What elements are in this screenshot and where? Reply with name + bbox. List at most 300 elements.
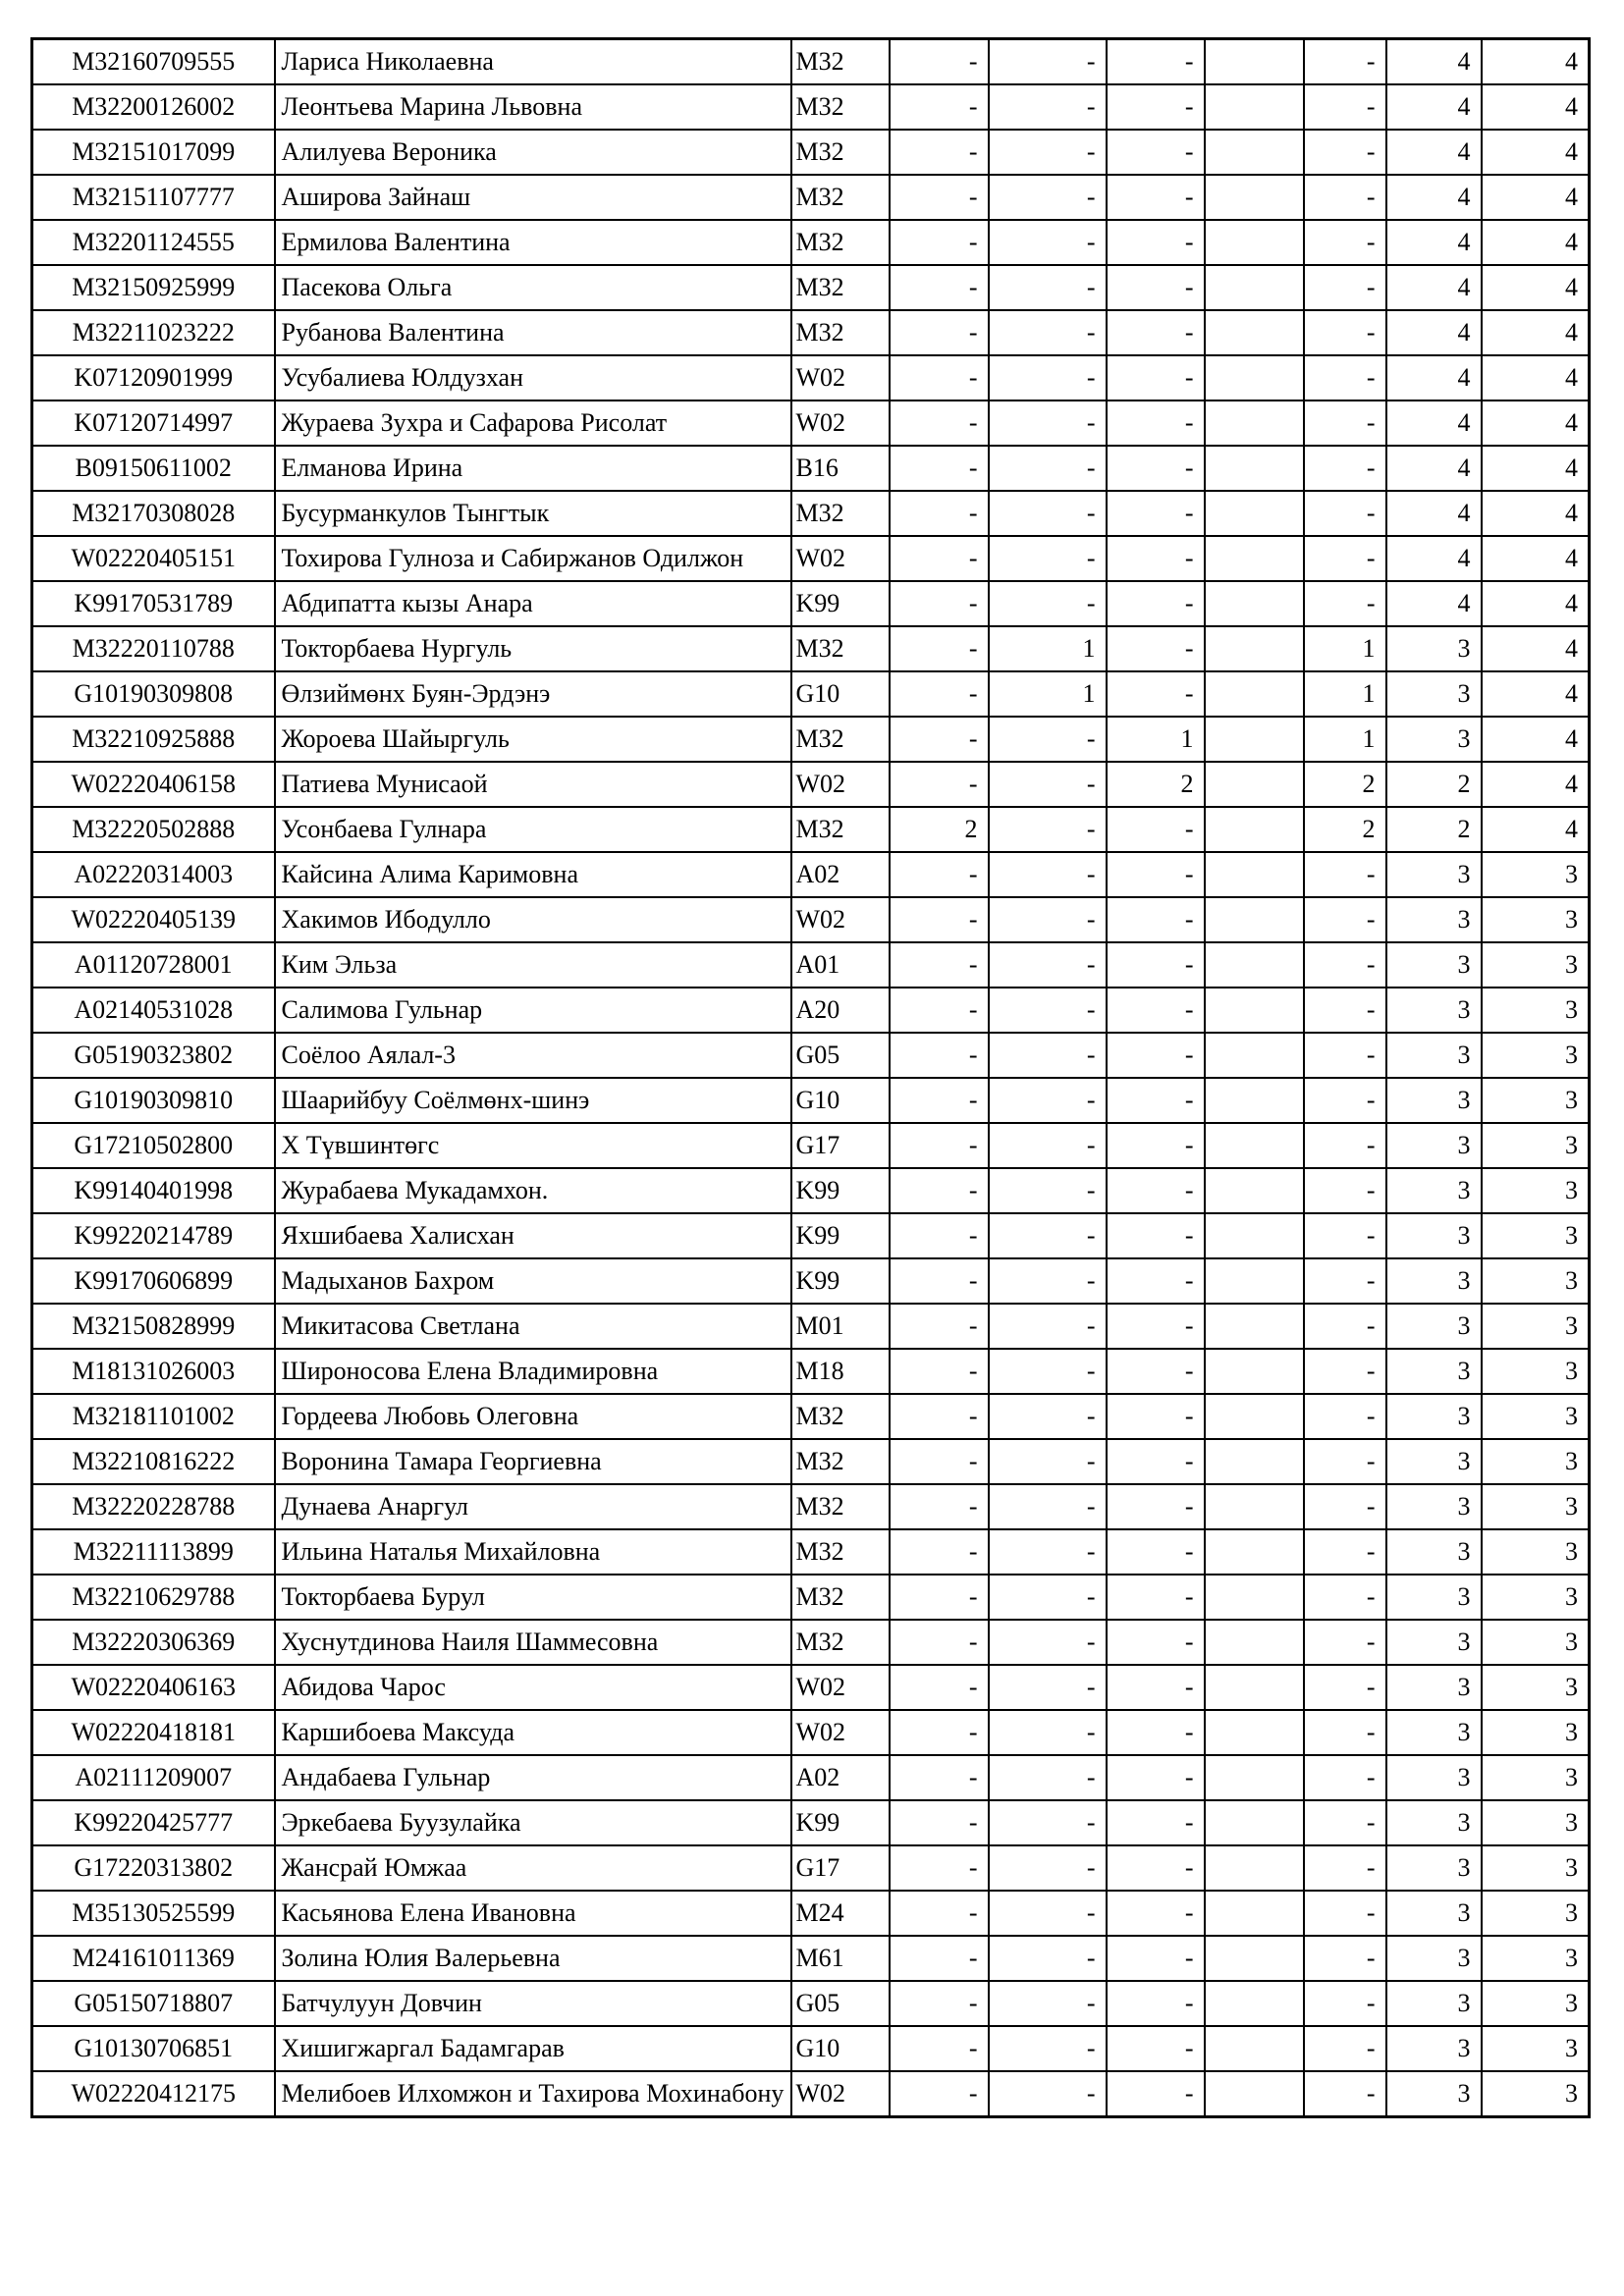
value-cell-1: - (890, 1981, 989, 2026)
value-cell-6: 3 (1386, 897, 1482, 942)
table-row (32, 1258, 1590, 1304)
value-cell-2: - (989, 1529, 1107, 1575)
value-cell-6: 3 (1386, 1123, 1482, 1168)
group-code-cell: K99 (791, 1800, 890, 1845)
value-cell-3: - (1107, 1484, 1205, 1529)
participant-name-cell: Батчулуун Довчин (275, 1981, 791, 2026)
value-cell-4 (1205, 626, 1304, 671)
value-cell-2: - (989, 39, 1107, 85)
record-id-cell: A02111209007 (32, 1755, 275, 1800)
value-cell-1: - (890, 671, 989, 717)
table-row (32, 1484, 1590, 1529)
value-cell-6: 3 (1386, 1349, 1482, 1394)
table-row (32, 671, 1590, 717)
value-cell-4 (1205, 1891, 1304, 1936)
value-cell-1: - (890, 1394, 989, 1439)
value-cell-6: 3 (1386, 1213, 1482, 1258)
value-cell-4 (1205, 130, 1304, 175)
table-row (32, 536, 1590, 581)
participant-name-cell: Мелибоев Илхомжон и Тахирова Мохинабону (275, 2071, 791, 2117)
value-cell-7: 3 (1482, 1394, 1590, 1439)
value-cell-7: 4 (1482, 39, 1590, 85)
value-cell-6: 4 (1386, 39, 1482, 85)
value-cell-2: - (989, 446, 1107, 491)
participant-name-cell: Дунаева Анаргул (275, 1484, 791, 1529)
value-cell-1: - (890, 130, 989, 175)
participant-name-cell: Касьянова Елена Ивановна (275, 1891, 791, 1936)
record-id-cell: M32181101002 (32, 1394, 275, 1439)
value-cell-7: 3 (1482, 1168, 1590, 1213)
value-cell-6: 4 (1386, 175, 1482, 220)
value-cell-6: 3 (1386, 1304, 1482, 1349)
participant-name-cell: Елманова Ирина (275, 446, 791, 491)
value-cell-3: - (1107, 1529, 1205, 1575)
value-cell-3: - (1107, 84, 1205, 130)
value-cell-1: - (890, 1575, 989, 1620)
participant-name-cell: Жансрай Юмжаа (275, 1845, 791, 1891)
group-code-cell: M32 (791, 220, 890, 265)
value-cell-2: - (989, 2026, 1107, 2071)
value-cell-6: 3 (1386, 1033, 1482, 1078)
value-cell-2: - (989, 84, 1107, 130)
group-code-cell: K99 (791, 1213, 890, 1258)
group-code-cell: M32 (791, 39, 890, 85)
group-code-cell: W02 (791, 400, 890, 446)
value-cell-6: 3 (1386, 2026, 1482, 2071)
record-id-cell: K99220425777 (32, 1800, 275, 1845)
group-code-cell: M32 (791, 130, 890, 175)
table-row (32, 626, 1590, 671)
value-cell-1: - (890, 1439, 989, 1484)
value-cell-1: 2 (890, 807, 989, 852)
value-cell-2: - (989, 1213, 1107, 1258)
table-row (32, 265, 1590, 310)
value-cell-1: - (890, 1845, 989, 1891)
table-row (32, 1845, 1590, 1891)
table-row (32, 1529, 1590, 1575)
record-id-cell: M24161011369 (32, 1936, 275, 1981)
participant-name-cell: Жураева Зухра и Сафарова Рисолат (275, 400, 791, 446)
value-cell-4 (1205, 1213, 1304, 1258)
value-cell-6: 4 (1386, 220, 1482, 265)
record-id-cell: A01120728001 (32, 942, 275, 988)
value-cell-6: 3 (1386, 1845, 1482, 1891)
participant-name-cell: Широносова Елена Владимировна (275, 1349, 791, 1394)
record-id-cell: M32220306369 (32, 1620, 275, 1665)
table-row (32, 897, 1590, 942)
value-cell-7: 3 (1482, 1484, 1590, 1529)
table-row (32, 1981, 1590, 2026)
value-cell-5: - (1304, 1258, 1386, 1304)
value-cell-3: - (1107, 1168, 1205, 1213)
value-cell-5: - (1304, 1439, 1386, 1484)
record-id-cell: K99220214789 (32, 1213, 275, 1258)
participant-name-cell: Лариса Николаевна (275, 39, 791, 85)
value-cell-2: - (989, 355, 1107, 400)
group-code-cell: M24 (791, 1891, 890, 1936)
participant-name-cell: Бусурманкулов Тынгтык (275, 491, 791, 536)
record-id-cell: B09150611002 (32, 446, 275, 491)
value-cell-2: - (989, 1123, 1107, 1168)
value-cell-2: - (989, 130, 1107, 175)
value-cell-6: 3 (1386, 1800, 1482, 1845)
value-cell-3: - (1107, 355, 1205, 400)
value-cell-3: - (1107, 1936, 1205, 1981)
value-cell-1: - (890, 536, 989, 581)
value-cell-3: - (1107, 1304, 1205, 1349)
value-cell-7: 3 (1482, 1575, 1590, 1620)
table-row (32, 942, 1590, 988)
participant-name-cell: Аширова Зайнаш (275, 175, 791, 220)
value-cell-5: - (1304, 1078, 1386, 1123)
table-row (32, 1891, 1590, 1936)
value-cell-2: - (989, 1800, 1107, 1845)
value-cell-6: 4 (1386, 84, 1482, 130)
table-row (32, 1665, 1590, 1710)
value-cell-7: 3 (1482, 1304, 1590, 1349)
record-id-cell: K99140401998 (32, 1168, 275, 1213)
value-cell-4 (1205, 84, 1304, 130)
value-cell-5: - (1304, 1936, 1386, 1981)
value-cell-5: - (1304, 1529, 1386, 1575)
value-cell-5: - (1304, 2071, 1386, 2117)
value-cell-4 (1205, 671, 1304, 717)
value-cell-4 (1205, 1620, 1304, 1665)
table-row (32, 1168, 1590, 1213)
participant-name-cell: Шаарийбуу Соёлмөнх-шинэ (275, 1078, 791, 1123)
value-cell-1: - (890, 1936, 989, 1981)
group-code-cell: M32 (791, 1575, 890, 1620)
value-cell-3: - (1107, 1800, 1205, 1845)
record-id-cell: M32210629788 (32, 1575, 275, 1620)
value-cell-2: - (989, 265, 1107, 310)
table-row (32, 988, 1590, 1033)
value-cell-6: 3 (1386, 1575, 1482, 1620)
value-cell-4 (1205, 1710, 1304, 1755)
value-cell-1: - (890, 1620, 989, 1665)
value-cell-5: - (1304, 1710, 1386, 1755)
value-cell-5: - (1304, 1620, 1386, 1665)
value-cell-6: 3 (1386, 1755, 1482, 1800)
value-cell-1: - (890, 400, 989, 446)
value-cell-7: 4 (1482, 84, 1590, 130)
value-cell-7: 4 (1482, 491, 1590, 536)
table-row (32, 2071, 1590, 2117)
value-cell-5: - (1304, 1304, 1386, 1349)
value-cell-1: - (890, 1033, 989, 1078)
participant-name-cell: Өлзиймөнх Буян-Эрдэнэ (275, 671, 791, 717)
value-cell-1: - (890, 1123, 989, 1168)
record-id-cell: W02220418181 (32, 1710, 275, 1755)
value-cell-4 (1205, 897, 1304, 942)
record-id-cell: G10190309810 (32, 1078, 275, 1123)
value-cell-1: - (890, 491, 989, 536)
value-cell-6: 2 (1386, 762, 1482, 807)
record-id-cell: A02140531028 (32, 988, 275, 1033)
value-cell-4 (1205, 1755, 1304, 1800)
participant-name-cell: Яхшибаева Халисхан (275, 1213, 791, 1258)
value-cell-5: - (1304, 1213, 1386, 1258)
table-row (32, 84, 1590, 130)
value-cell-4 (1205, 1981, 1304, 2026)
value-cell-6: 4 (1386, 400, 1482, 446)
value-cell-2: - (989, 175, 1107, 220)
record-id-cell: K99170606899 (32, 1258, 275, 1304)
participant-name-cell: Хакимов Ибодулло (275, 897, 791, 942)
value-cell-3: - (1107, 1981, 1205, 2026)
value-cell-2: - (989, 942, 1107, 988)
value-cell-7: 4 (1482, 220, 1590, 265)
record-id-cell: W02220405151 (32, 536, 275, 581)
value-cell-6: 3 (1386, 626, 1482, 671)
value-cell-5: - (1304, 1123, 1386, 1168)
value-cell-4 (1205, 1800, 1304, 1845)
participant-name-cell: Рубанова Валентина (275, 310, 791, 355)
value-cell-6: 4 (1386, 536, 1482, 581)
value-cell-2: - (989, 1845, 1107, 1891)
table-row (32, 762, 1590, 807)
value-cell-7: 3 (1482, 1800, 1590, 1845)
value-cell-2: - (989, 2071, 1107, 2117)
record-id-cell: W02220406158 (32, 762, 275, 807)
value-cell-3: 2 (1107, 762, 1205, 807)
record-id-cell: G17210502800 (32, 1123, 275, 1168)
value-cell-5: - (1304, 1845, 1386, 1891)
value-cell-1: - (890, 762, 989, 807)
value-cell-7: 3 (1482, 2026, 1590, 2071)
value-cell-3: - (1107, 2026, 1205, 2071)
table-row (32, 1755, 1590, 1800)
value-cell-4 (1205, 1123, 1304, 1168)
value-cell-5: 1 (1304, 671, 1386, 717)
value-cell-6: 3 (1386, 1620, 1482, 1665)
participant-name-cell: Эркебаева Буузулайка (275, 1800, 791, 1845)
value-cell-5: - (1304, 852, 1386, 897)
value-cell-3: - (1107, 175, 1205, 220)
participant-name-cell: Пасекова Ольга (275, 265, 791, 310)
group-code-cell: A02 (791, 852, 890, 897)
value-cell-4 (1205, 1575, 1304, 1620)
value-cell-5: - (1304, 942, 1386, 988)
group-code-cell: K99 (791, 1258, 890, 1304)
value-cell-5: - (1304, 491, 1386, 536)
group-code-cell: M32 (791, 1484, 890, 1529)
table-row (32, 1394, 1590, 1439)
group-code-cell: B16 (791, 446, 890, 491)
record-id-cell: M32151107777 (32, 175, 275, 220)
value-cell-4 (1205, 446, 1304, 491)
value-cell-4 (1205, 310, 1304, 355)
participant-name-cell: Жороева Шайыргуль (275, 717, 791, 762)
value-cell-3: 1 (1107, 717, 1205, 762)
participant-name-cell: Токторбаева Бурул (275, 1575, 791, 1620)
value-cell-1: - (890, 175, 989, 220)
value-cell-5: - (1304, 1665, 1386, 1710)
value-cell-3: - (1107, 671, 1205, 717)
value-cell-6: 4 (1386, 491, 1482, 536)
group-code-cell: M32 (791, 84, 890, 130)
value-cell-6: 3 (1386, 1484, 1482, 1529)
table-row (32, 1710, 1590, 1755)
table-row (32, 1800, 1590, 1845)
group-code-cell: M32 (791, 1529, 890, 1575)
value-cell-5: - (1304, 130, 1386, 175)
value-cell-6: 3 (1386, 1981, 1482, 2026)
group-code-cell: K99 (791, 1168, 890, 1213)
record-id-cell: M32211023222 (32, 310, 275, 355)
record-id-cell: M32220502888 (32, 807, 275, 852)
record-id-cell: M32160709555 (32, 39, 275, 85)
table-row (32, 1033, 1590, 1078)
participant-name-cell: Воронина Тамара Георгиевна (275, 1439, 791, 1484)
value-cell-5: - (1304, 1349, 1386, 1394)
record-id-cell: M32220110788 (32, 626, 275, 671)
value-cell-1: - (890, 1213, 989, 1258)
value-cell-3: - (1107, 265, 1205, 310)
value-cell-5: - (1304, 220, 1386, 265)
value-cell-4 (1205, 265, 1304, 310)
value-cell-4 (1205, 1258, 1304, 1304)
value-cell-6: 3 (1386, 1936, 1482, 1981)
value-cell-5: - (1304, 355, 1386, 400)
value-cell-5: - (1304, 1981, 1386, 2026)
group-code-cell: W02 (791, 1665, 890, 1710)
value-cell-6: 3 (1386, 671, 1482, 717)
group-code-cell: M32 (791, 1620, 890, 1665)
value-cell-7: 4 (1482, 807, 1590, 852)
value-cell-5: - (1304, 2026, 1386, 2071)
participant-name-cell: Хуснутдинова Наиля Шаммесовна (275, 1620, 791, 1665)
value-cell-4 (1205, 852, 1304, 897)
group-code-cell: G05 (791, 1981, 890, 2026)
record-id-cell: G10190309808 (32, 671, 275, 717)
value-cell-2: - (989, 1620, 1107, 1665)
group-code-cell: M32 (791, 717, 890, 762)
value-cell-1: - (890, 220, 989, 265)
record-id-cell: M32151017099 (32, 130, 275, 175)
participant-name-cell: Салимова Гульнар (275, 988, 791, 1033)
value-cell-2: - (989, 1981, 1107, 2026)
value-cell-4 (1205, 988, 1304, 1033)
value-cell-1: - (890, 1529, 989, 1575)
group-code-cell: W02 (791, 897, 890, 942)
value-cell-3: - (1107, 491, 1205, 536)
value-cell-7: 3 (1482, 1891, 1590, 1936)
group-code-cell: G17 (791, 1845, 890, 1891)
value-cell-2: - (989, 1575, 1107, 1620)
participant-name-cell: Золина Юлия Валерьевна (275, 1936, 791, 1981)
table-row (32, 807, 1590, 852)
group-code-cell: M61 (791, 1936, 890, 1981)
value-cell-7: 3 (1482, 1620, 1590, 1665)
value-cell-4 (1205, 762, 1304, 807)
value-cell-5: - (1304, 581, 1386, 626)
value-cell-1: - (890, 84, 989, 130)
value-cell-1: - (890, 1349, 989, 1394)
value-cell-2: - (989, 717, 1107, 762)
value-cell-1: - (890, 626, 989, 671)
value-cell-5: - (1304, 310, 1386, 355)
record-id-cell: K07120714997 (32, 400, 275, 446)
value-cell-7: 3 (1482, 1755, 1590, 1800)
value-cell-7: 4 (1482, 130, 1590, 175)
participant-name-cell: Х Түвшинтөгс (275, 1123, 791, 1168)
value-cell-3: - (1107, 581, 1205, 626)
value-cell-7: 3 (1482, 1710, 1590, 1755)
participant-name-cell: Усубалиева Юлдузхан (275, 355, 791, 400)
group-code-cell: A01 (791, 942, 890, 988)
value-cell-5: - (1304, 988, 1386, 1033)
group-code-cell: M01 (791, 1304, 890, 1349)
value-cell-4 (1205, 717, 1304, 762)
value-cell-4 (1205, 1168, 1304, 1213)
value-cell-5: - (1304, 1394, 1386, 1439)
value-cell-7: 3 (1482, 1123, 1590, 1168)
value-cell-5: - (1304, 446, 1386, 491)
record-id-cell: M35130525599 (32, 1891, 275, 1936)
record-id-cell: G05190323802 (32, 1033, 275, 1078)
value-cell-1: - (890, 1800, 989, 1845)
value-cell-5: - (1304, 1575, 1386, 1620)
value-cell-5: - (1304, 1755, 1386, 1800)
value-cell-2: - (989, 1665, 1107, 1710)
value-cell-1: - (890, 1304, 989, 1349)
table-row (32, 130, 1590, 175)
participant-name-cell: Абдипатта кызы Анара (275, 581, 791, 626)
value-cell-7: 4 (1482, 671, 1590, 717)
record-id-cell: G05150718807 (32, 1981, 275, 2026)
participant-name-cell: Журабаева Мукадамхон. (275, 1168, 791, 1213)
value-cell-1: - (890, 265, 989, 310)
group-code-cell: A20 (791, 988, 890, 1033)
value-cell-2: - (989, 1258, 1107, 1304)
value-cell-5: - (1304, 1033, 1386, 1078)
value-cell-4 (1205, 1033, 1304, 1078)
value-cell-3: - (1107, 446, 1205, 491)
value-cell-3: - (1107, 988, 1205, 1033)
value-cell-7: 4 (1482, 581, 1590, 626)
group-code-cell: M32 (791, 310, 890, 355)
value-cell-3: - (1107, 536, 1205, 581)
value-cell-3: - (1107, 310, 1205, 355)
value-cell-5: 2 (1304, 807, 1386, 852)
value-cell-5: - (1304, 175, 1386, 220)
value-cell-6: 4 (1386, 310, 1482, 355)
value-cell-6: 3 (1386, 1665, 1482, 1710)
value-cell-5: - (1304, 84, 1386, 130)
value-cell-2: - (989, 491, 1107, 536)
value-cell-3: - (1107, 1845, 1205, 1891)
value-cell-2: - (989, 310, 1107, 355)
participant-name-cell: Ермилова Валентина (275, 220, 791, 265)
value-cell-4 (1205, 39, 1304, 85)
value-cell-7: 3 (1482, 852, 1590, 897)
value-cell-5: - (1304, 897, 1386, 942)
group-code-cell: G05 (791, 1033, 890, 1078)
value-cell-6: 4 (1386, 355, 1482, 400)
value-cell-2: - (989, 1755, 1107, 1800)
value-cell-3: - (1107, 220, 1205, 265)
value-cell-3: - (1107, 852, 1205, 897)
value-cell-4 (1205, 1484, 1304, 1529)
participant-name-cell: Патиева Мунисаой (275, 762, 791, 807)
value-cell-3: - (1107, 1665, 1205, 1710)
value-cell-1: - (890, 1891, 989, 1936)
value-cell-3: - (1107, 1575, 1205, 1620)
table-row (32, 355, 1590, 400)
value-cell-1: - (890, 310, 989, 355)
value-cell-6: 3 (1386, 1891, 1482, 1936)
